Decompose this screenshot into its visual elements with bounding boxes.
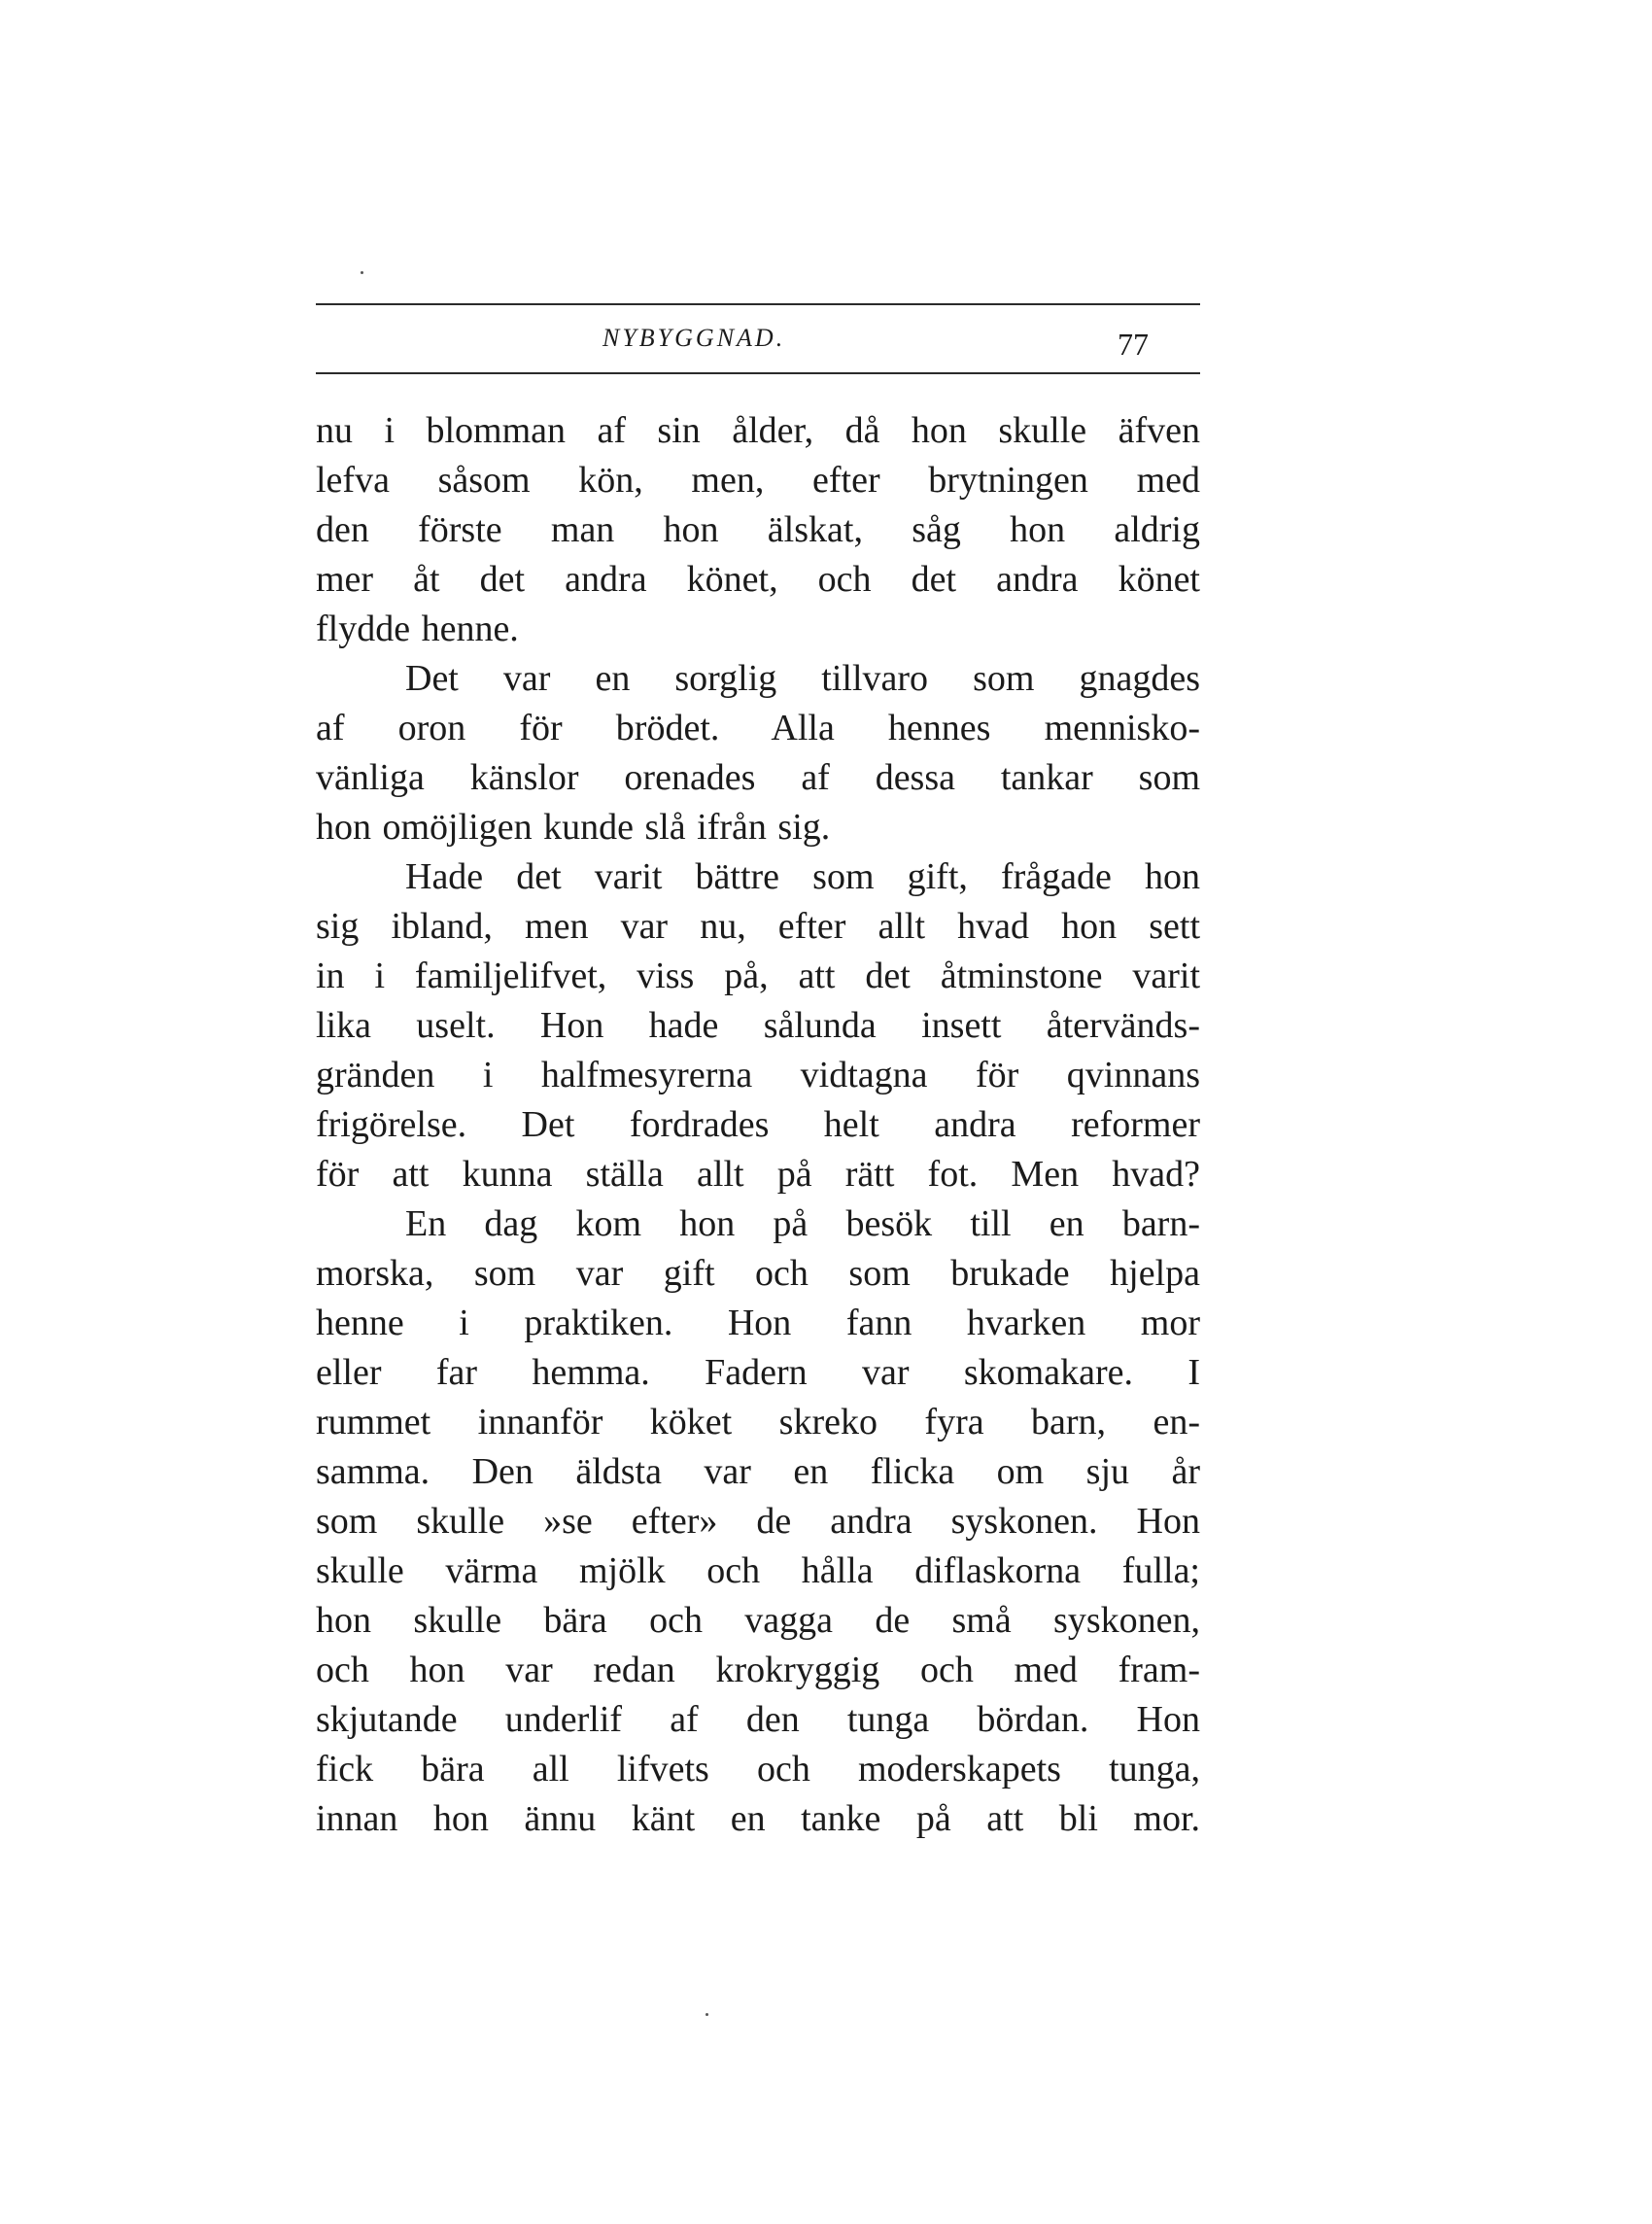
text-line: henne i praktiken. Hon fann hvarken mor xyxy=(316,1303,1200,1343)
text-line: den förste man hon älskat, såg hon aldrig xyxy=(316,509,1200,550)
text-line: innan hon ännu känt en tanke på att bli mor. xyxy=(316,1798,1200,1839)
text-line: sig ibland, men var nu, efter allt hvad hon sett xyxy=(316,906,1200,947)
text-line: nu i blomman af sin ålder, då hon skulle äfven xyxy=(316,410,1200,451)
paragraph xyxy=(316,654,1200,852)
header-top-rule xyxy=(316,303,1200,305)
text-line: frigörelse. Det fordrades helt andra reformer xyxy=(316,1104,1200,1145)
text-line: Det var en sorglig tillvaro som gnagdes xyxy=(405,658,1200,699)
text-line: af oron för brödet. Alla hennes mennisko- xyxy=(316,708,1200,748)
text-line: hon skulle bära och vagga de små syskonen, xyxy=(316,1600,1200,1641)
text-line: och hon var redan krokryggig och med fram- xyxy=(316,1650,1200,1690)
paragraph xyxy=(316,852,1200,1199)
text-line: lefva såsom kön, men, efter brytningen med xyxy=(316,460,1200,501)
text-line: rummet innanför köket skreko fyra barn, en- xyxy=(316,1402,1200,1442)
text-line: Hade det varit bättre som gift, frågade hon xyxy=(405,856,1200,897)
text-line: skjutande underlif af den tunga bördan. Hon xyxy=(316,1699,1200,1740)
text-line: in i familjelifvet, viss på, att det åtminstone varit xyxy=(316,956,1200,996)
header-bottom-rule xyxy=(316,372,1200,374)
text-line: fick bära all lifvets och moderskapets tunga, xyxy=(316,1749,1200,1790)
text-line: lika uselt. Hon hade sålunda insett återvänds- xyxy=(316,1005,1200,1046)
running-title: NYBYGGNAD. xyxy=(602,324,786,352)
text-line: samma. Den äldsta var en flicka om sju år xyxy=(316,1451,1200,1492)
text-line: vänliga känslor orenades af dessa tankar som xyxy=(316,757,1200,798)
body-text xyxy=(316,406,1200,1844)
text-line: morska, som var gift och som brukade hjelpa xyxy=(316,1253,1200,1294)
page-speck xyxy=(706,2013,708,2016)
text-line: för att kunna ställa allt på rätt fot. Men hvad? xyxy=(316,1154,1200,1195)
text-line: mer åt det andra könet, och det andra könet xyxy=(316,559,1200,600)
text-line: En dag kom hon på besök till en barn- xyxy=(405,1203,1200,1244)
text-line: flydde henne. xyxy=(316,608,519,649)
paragraph xyxy=(316,1199,1200,1844)
paragraph xyxy=(316,406,1200,654)
text-line: som skulle »se efter» de andra syskonen. Hon xyxy=(316,1501,1200,1542)
text-line: gränden i halfmesyrerna vidtagna för qvinnans xyxy=(316,1055,1200,1095)
page-speck xyxy=(361,271,363,274)
text-line: skulle värma mjölk och hålla diflaskorna fulla; xyxy=(316,1550,1200,1591)
text-line: eller far hemma. Fadern var skomakare. I xyxy=(316,1352,1200,1393)
page-number: 77 xyxy=(1118,327,1149,362)
text-line: hon omöjligen kunde slå ifrån sig. xyxy=(316,807,831,848)
